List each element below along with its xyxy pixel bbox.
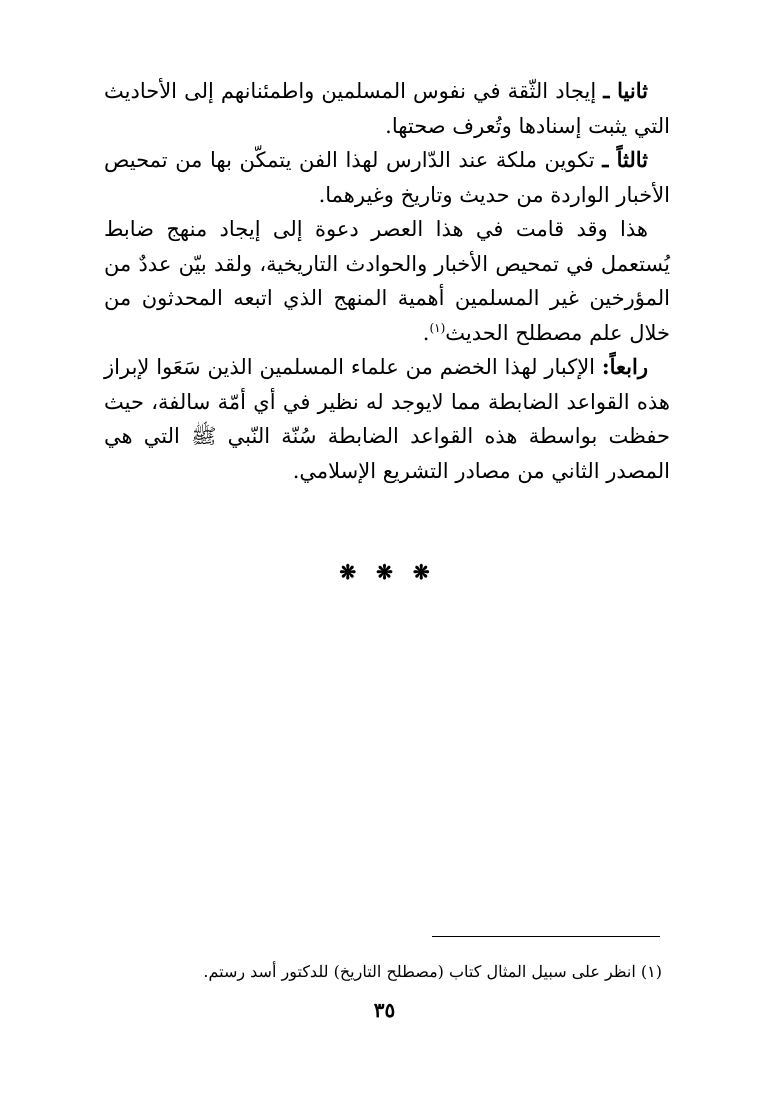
footnote-reference: (١): [429, 320, 446, 335]
modern-era-text: هذا وقد قامت في هذا العصر دعوة إلى إيجاد منهج ضابط يُستعمل في تمحيص الأخبار والحوادث التاريخية، ولقد بيّن عددٌ من المؤرخين غير المسلمين أهمية المنهج الذي اتبعه المحدثون من خلال علم مصطلح الحديث: [104, 217, 670, 345]
paragraph-second-point: [104, 74, 670, 143]
section-separator: [0, 560, 769, 584]
paragraph-fourth-point: [104, 350, 670, 488]
point-lead-fourth: رابعاً:: [601, 354, 648, 379]
footnote-divider: [432, 936, 660, 937]
footnote-text: انظر على سبيل المثال كتاب (مصطلح التاريخ) للدكتور أسد رستم.: [203, 962, 636, 981]
footnote: [102, 960, 662, 984]
point-lead-second: ثانيا ـ: [603, 78, 648, 103]
point-text-third: تكوين ملكة عند الدّارس لهذا الفن يتمكّن بها من تمحيص الأخبار الواردة من حديث وتاريخ وغيرهما.: [104, 148, 670, 207]
modern-era-end: .: [422, 320, 430, 345]
paragraph-third-point: [104, 143, 670, 212]
footnote-number: (١): [640, 962, 662, 981]
paragraph-modern-era: [104, 212, 670, 350]
point-text-second: إيجاد الثّقة في نفوس المسلمين واطمئنانهم إلى الأحاديث التي يثبت إسنادها وتُعرف صحتها.: [104, 79, 670, 138]
main-text: [104, 74, 670, 488]
asterism-icon: ❋: [376, 560, 393, 584]
asterism-icon: ❋: [412, 560, 430, 584]
page-number: ٣٥: [373, 998, 396, 1022]
point-lead-third: ثالثاً ـ: [602, 147, 649, 172]
point-text-fourth: الإكبار لهذا الخضم من علماء المسلمين الذين سَعَوا لإبراز هذه القواعد الضابطة مما لايوجد له نظير في أي أمّة سالفة، حيث حفظت بواسطة هذه القواعد الضابطة سُنّة النّبي ﷺ التي هي المصدر الثاني من مصادر التشريع الإسلامي.: [104, 355, 670, 483]
asterism-icon: ❋: [339, 560, 357, 584]
